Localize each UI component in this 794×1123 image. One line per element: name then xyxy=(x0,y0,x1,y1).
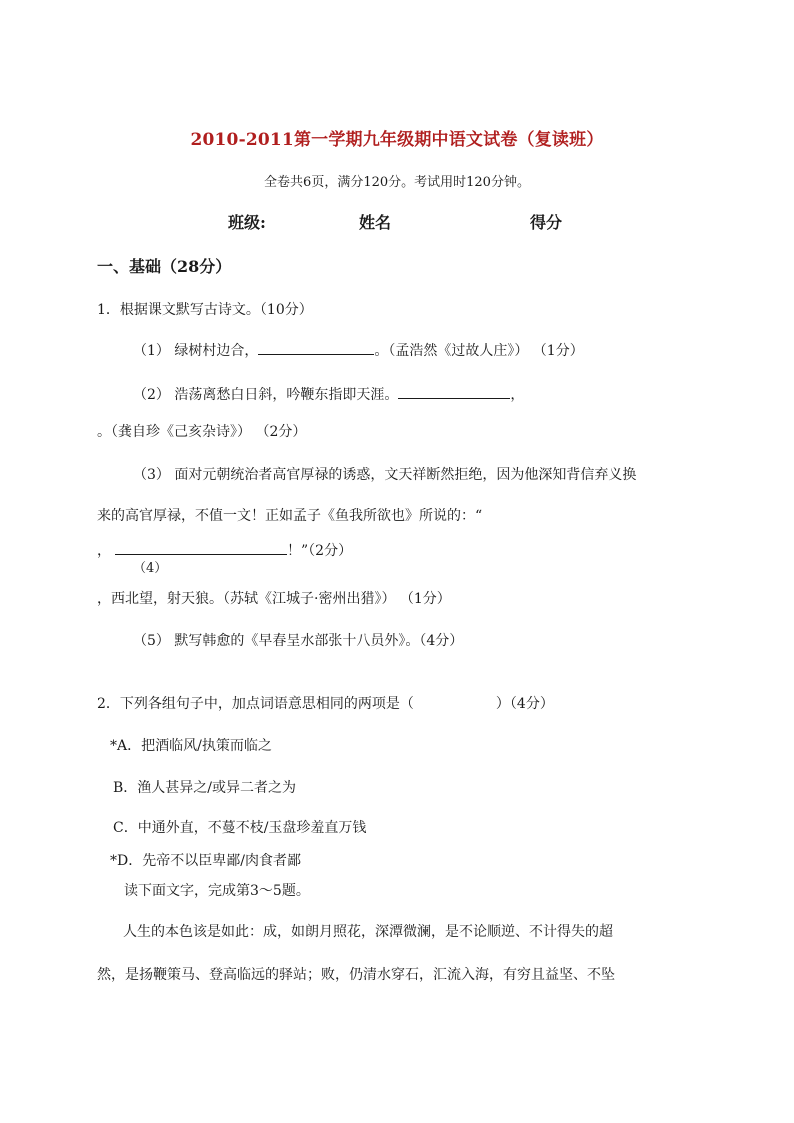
question-1-item-5: （5） 默写韩愈的《早春呈水部张十八员外》。（4分） xyxy=(133,633,464,649)
option-c: C．中通外直，不蔓不枝/玉盘珍羞直万钱 xyxy=(113,820,367,836)
question-1-item-2 xyxy=(133,384,524,404)
question-1-item-3-line-2: 来的高官厚禄，不值一文！正如孟子《鱼我所欲也》所说的：“ xyxy=(97,508,483,524)
class-label: 班级: xyxy=(228,213,266,232)
option-b: B．渔人甚异之/或异二者之为 xyxy=(113,780,297,796)
exam-title: 2010-2011第一学期九年级期中语文试卷（复读班） xyxy=(190,130,604,150)
question-1-item-2-continued: 。（龚自珍《己亥杂诗》） （2分） xyxy=(97,424,307,440)
reading-intro: 读下面文字，完成第3～5题。 xyxy=(124,883,310,899)
score-label: 得分 xyxy=(530,213,563,232)
question-1-item-4: ，西北望，射天狼。（苏轼《江城子·密州出猎》） （1分） xyxy=(97,591,451,607)
item-3-prefix: ， xyxy=(97,543,111,559)
item-3-suffix: ！”（2分） xyxy=(287,543,353,559)
question-1-item-1 xyxy=(133,340,584,360)
item-1-suffix: 。（孟浩然《过故人庄》） （1分） xyxy=(374,343,584,359)
name-label: 姓名 xyxy=(359,213,392,232)
question-2-stem xyxy=(97,695,554,713)
answer-blank[interactable] xyxy=(115,540,287,555)
question-1-item-4-number: （4） xyxy=(133,561,168,576)
option-d: *D．先帝不以臣卑鄙/肉食者鄙 xyxy=(110,853,301,869)
question-1-stem: 1．根据课文默写古诗文。（10分） xyxy=(97,302,313,318)
item-2-prefix: （2） 浩荡离愁白日斜，吟鞭东指即天涯。 xyxy=(133,387,399,403)
section-heading: 一、基础（28分） xyxy=(97,257,232,276)
reading-paragraph-line-2: 然，是扬鞭策马、登高临远的驿站；败，仍清水穿石，汇流入海，有穷且益坚、不坠 xyxy=(97,967,615,983)
reading-paragraph-line-1: 人生的本色该是如此：成，如朗月照花，深潭微澜，是不论顺逆、不计得失的超 xyxy=(123,924,613,940)
answer-blank[interactable] xyxy=(398,384,510,399)
item-2-suffix: ， xyxy=(510,387,525,403)
option-a: *A．把酒临风/执策而临之 xyxy=(110,738,272,754)
question-2-prefix: 2．下列各组句子中，加点词语意思相同的两项是（ xyxy=(97,696,414,712)
question-1-item-3-line-1: （3） 面对元朝统治者高官厚禄的诱惑，文天祥断然拒绝，因为他深知背信弃义换 xyxy=(133,467,637,483)
question-1-item-3-line-3 xyxy=(97,540,352,560)
exam-subtitle: 全卷共6页，满分120分。考试用时120分钟。 xyxy=(264,175,530,190)
question-2-suffix: ）（4分） xyxy=(495,696,554,712)
answer-blank[interactable] xyxy=(258,340,374,355)
item-1-prefix: （1） 绿树村边合， xyxy=(133,343,259,359)
